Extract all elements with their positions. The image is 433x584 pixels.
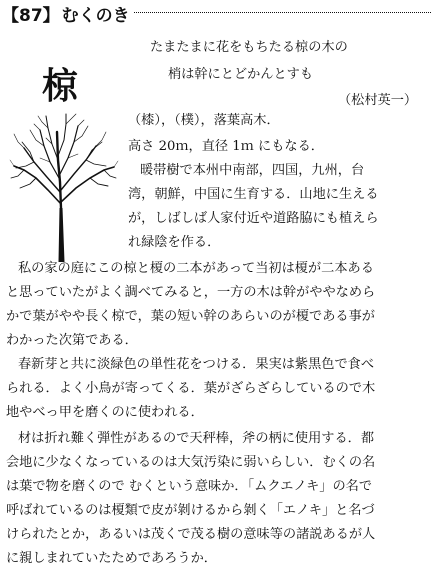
description-line: 湾，朝鮮，中国に生育する．山地に生える	[128, 187, 379, 202]
body-line: 会地に少なくなっているのは大気汚染に弱いらしい．むくの名	[6, 455, 376, 470]
section-header	[2, 2, 431, 24]
description-line: れ緑陰を作る．	[128, 235, 221, 250]
poem-line-2: 梢は幹にとどかんとすも	[168, 67, 314, 82]
body-line: 呼ばれているのは榎類で皮が剝けるから剝く「エノキ」と名づ	[6, 503, 375, 518]
body-line: られる．よく小鳥が寄ってくる．葉がざらざらしているので木	[6, 381, 376, 396]
section-number: 【87】	[2, 5, 60, 26]
body-line: 春新芽と共に淡緑色の単性花をつける．果実は紫黒色で食べ	[18, 357, 375, 372]
description-line: （㯃），（樸），落葉高木．	[128, 113, 280, 128]
body-line: 地やべっ甲を磨くのに使われる．	[6, 405, 204, 420]
header-dotted-rule	[134, 12, 431, 16]
description-line: が，しばしば人家付近や道路脇にも植えら	[128, 211, 379, 226]
body-line: わかった次第である．	[6, 333, 138, 348]
body-line: に親しまれていたためであろうか．	[6, 551, 217, 566]
body-line: と思っていたがよく調べてみると，一方の木は幹がややなめら	[6, 285, 376, 300]
poem-author: （松村英一）	[338, 93, 418, 108]
tree-kanji: 椋	[42, 65, 79, 107]
body-line: 材は折れ難く弾性があるので天秤棒，斧の柄に使用する．都	[18, 431, 375, 446]
body-line: 私の家の庭にこの椋と榎の二本があって当初は榎が二本ある	[18, 261, 374, 276]
section-title: むくのき	[61, 5, 130, 26]
body-line: は葉で物を磨くので むくという意味か．「ムクエノキ」の名で	[6, 479, 373, 494]
body-line: かで葉がやや長く椋で，葉の短い幹のあらいのが榎である事が	[6, 309, 375, 324]
description-line: 高さ 20ｍ，直径 1ｍ にもなる．	[128, 139, 324, 154]
tree-illustration	[8, 112, 120, 262]
poem-line-1: たまたまに花をもちたる椋の木の	[150, 40, 348, 55]
body-line: けられたとか，あるいは茂くで茂る樹の意味等の諸説あるが人	[6, 527, 376, 542]
description-line: 暖帯樹で本州中南部，四国，九州，台	[140, 163, 365, 178]
